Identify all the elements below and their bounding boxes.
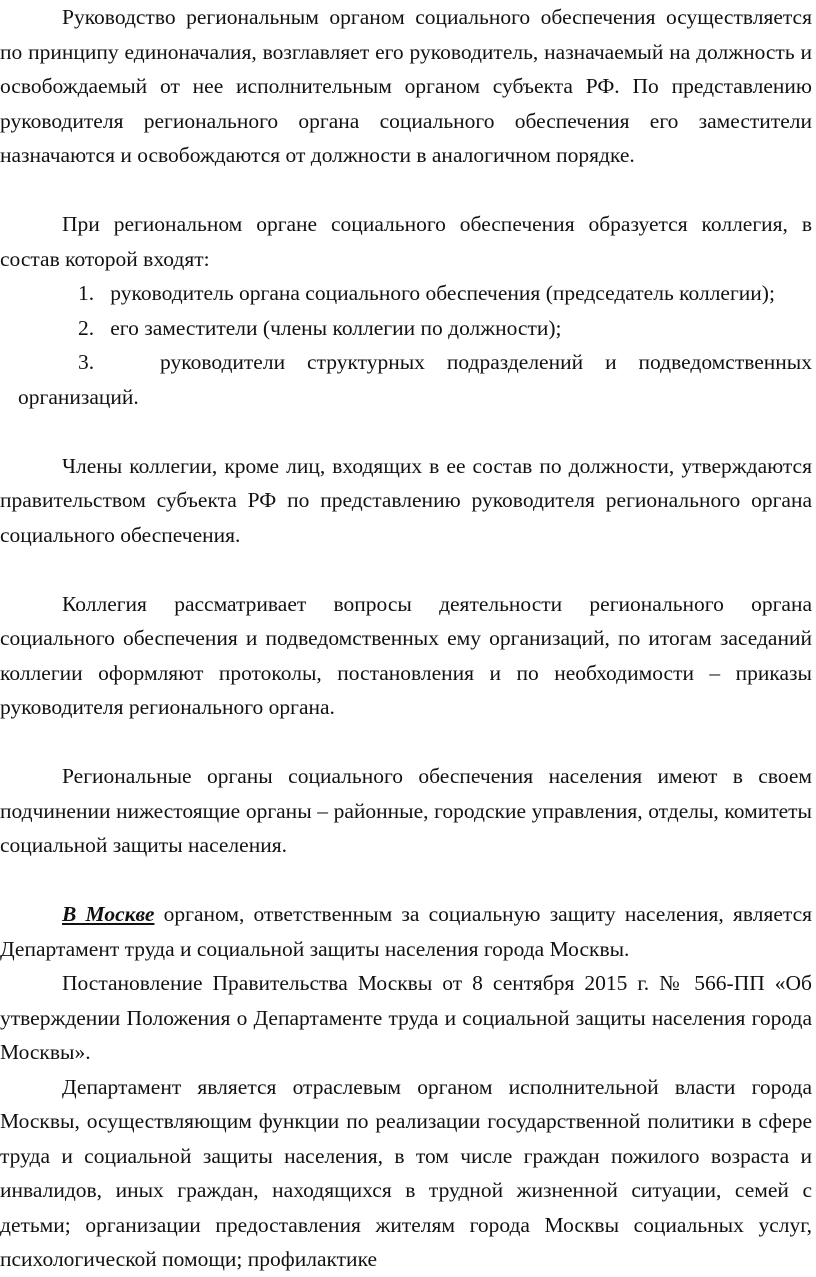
collegium-members-list <box>0 276 812 414</box>
paragraph-subordinate-bodies: Региональные органы социального обеспечения населения имеют в своем подчинении нижестоящие органы – районные, городские управления, отделы, комитеты социальной защиты населения. <box>0 764 812 857</box>
paragraph-moscow <box>0 897 812 966</box>
paragraph-gap <box>0 173 812 208</box>
paragraph-collegium-intro: При региональном органе социального обеспечения образуется коллегия, в состав которой входят: <box>0 212 812 271</box>
list-item-number: 3. <box>78 350 95 374</box>
list-item <box>0 345 812 414</box>
paragraph-gap <box>0 414 812 449</box>
paragraph-leadership: Руководство региональным органом социального обеспечения осуществляется по принципу единоначалия, возглавляет его руководитель, назначаемый на должность и освобождаемый от нее исполнительным органом субъекта РФ. По представлению руководителя регионального органа социального обеспечения его заместители назначаются и освобождаются от должности в аналогичном порядке. <box>0 5 812 167</box>
list-item-text: руководители структурных подразделений и подведомственных организаций. <box>18 350 812 409</box>
paragraph-gap <box>0 552 812 587</box>
paragraph-gap <box>0 725 812 760</box>
paragraph-department: Департамент является отраслевым органом исполнительной власти города Москвы, осуществляющим функции по реализации государственной политики в сфере труда и социальной защиты населения, в том числе граждан пожилого возраста и инвалидов, иных граждан, находящихся в трудной жизненной ситуации, семей с детьми; организации предоставления жителям города Москвы социальных услуг, психологической помощи; профилактике <box>0 1074 812 1271</box>
list-item-number: 1. <box>78 281 95 305</box>
paragraph-resolution: Постановление Правительства Москвы от 8 сентября 2015 г. № 566-ПП «Об утверждении Положения о Департаменте труда и социальной защиты населения города Москвы». <box>0 971 812 1064</box>
moscow-rest: органом, ответственным за социальную защиту населения, является Департамент труда и социальной защиты населения города Москвы. <box>0 902 812 961</box>
paragraph-gap <box>0 863 812 898</box>
list-item-text: руководитель органа социального обеспечения (председатель коллегии); <box>110 281 775 305</box>
paragraph-collegium-duties: Коллегия рассматривает вопросы деятельности регионального органа социального обеспечения и подведомственных ему организаций, по итогам заседаний коллегии оформляют протоколы, постановления и по необходимости – приказы руководителя регионального органа. <box>0 591 812 719</box>
moscow-lead: В Москве <box>62 902 155 926</box>
list-item <box>0 276 812 311</box>
list-item-text: его заместители (члены коллегии по должности); <box>110 315 562 340</box>
list-item-number: 2. <box>78 315 95 340</box>
paragraph-collegium-members: Члены коллегии, кроме лиц, входящих в ее состав по должности, утверждаются правительством субъекта РФ по представлению руководителя регионального органа социального обеспечения. <box>0 453 812 547</box>
list-item <box>0 311 812 346</box>
